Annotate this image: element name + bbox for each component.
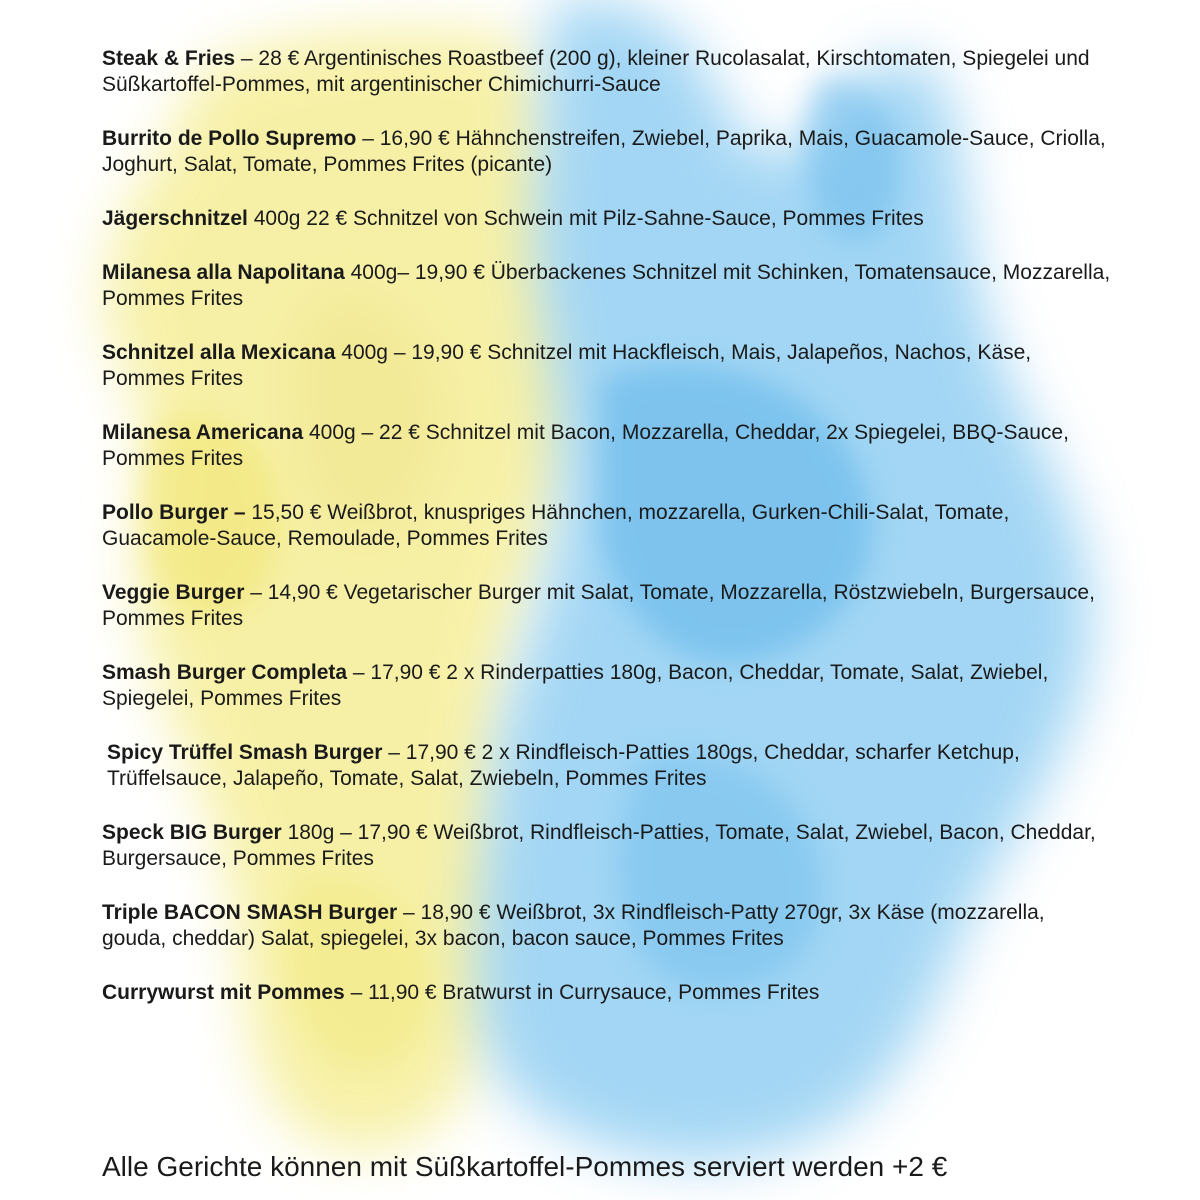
- menu-item: [102, 500, 1112, 552]
- menu-item-name: Speck BIG Burger: [102, 821, 282, 844]
- menu-item-details: 400g– 19,90 € Überbackenes Schnitzel mit Schinken, Tomatensauce, Mozzarella, Pommes Frites: [102, 261, 1111, 310]
- menu-item-details: 180g – 17,90 € Weißbrot, Rindfleisch-Patties, Tomate, Salat, Zwiebel, Bacon, Cheddar, Burgersauce, Pommes Frites: [102, 821, 1096, 870]
- menu-item-details: 400g – 22 € Schnitzel mit Bacon, Mozzarella, Cheddar, 2x Spiegelei, BBQ-Sauce, Pommes Frites: [102, 421, 1069, 470]
- menu-item: [102, 980, 1112, 1006]
- menu-item-details: – 11,90 € Bratwurst in Currysauce, Pommes Frites: [344, 981, 820, 1004]
- menu-item: [102, 340, 1112, 392]
- menu-item-details: – 14,90 € Vegetarischer Burger mit Salat, Tomate, Mozzarella, Röstzwiebeln, Burgersauce, Pommes Frites: [102, 581, 1095, 630]
- menu-item-name: Triple BACON SMASH Burger: [102, 901, 398, 924]
- menu-item-name: Milanesa Americana: [102, 421, 304, 444]
- menu-item: [102, 260, 1112, 312]
- menu-item: [102, 206, 1112, 232]
- menu-item-name: Currywurst mit Pommes: [102, 981, 345, 1004]
- menu-item-details: – 18,90 € Weißbrot, 3x Rindfleisch-Patty 270gr, 3x Käse (mozzarella, gouda, cheddar) Salat, spiegelei, 3x bacon, bacon sauce, Pommes Frites: [102, 901, 1045, 950]
- menu-item: [102, 46, 1112, 98]
- menu-item-details: – 28 € Argentinisches Roastbeef (200 g), kleiner Rucolasalat, Kirschtomaten, Spiegelei und Süßkartoffel-Pommes, mit argentinischer Chimichurri-Sauce: [102, 47, 1090, 96]
- footer-note: Alle Gerichte können mit Süßkartoffel-Pommes serviert werden +2 €: [102, 1151, 948, 1182]
- menu-item-name: Smash Burger Completa: [102, 661, 348, 684]
- menu-list: [102, 46, 1112, 1034]
- menu-item-name: Pollo Burger –: [102, 501, 246, 524]
- menu-item-name: Burrito de Pollo Supremo: [102, 127, 357, 150]
- menu-item-name: Steak & Fries: [102, 47, 236, 70]
- menu-item-details: – 16,90 € Hähnchenstreifen, Zwiebel, Paprika, Mais, Guacamole-Sauce, Criolla, Joghurt, Salat, Tomate, Pommes Frites (picante): [102, 127, 1106, 176]
- menu-item-name: Milanesa alla Napolitana: [102, 261, 345, 284]
- menu-item-details: – 17,90 € 2 x Rindfleisch-Patties 180gs, Cheddar, scharfer Ketchup, Trüffelsauce, Jalapeño, Tomate, Salat, Zwiebeln, Pommes Frites: [107, 741, 1020, 790]
- menu-item-details: 400g – 19,90 € Schnitzel mit Hackfleisch, Mais, Jalapeños, Nachos, Käse, Pommes Frites: [102, 341, 1032, 390]
- menu-item-details: 15,50 € Weißbrot, knuspriges Hähnchen, mozzarella, Gurken-Chili-Salat, Tomate, Guacamole-Sauce, Remoulade, Pommes Frites: [102, 501, 1010, 550]
- menu-item: [102, 126, 1112, 178]
- menu-item: [102, 580, 1112, 632]
- menu-item: [102, 900, 1112, 952]
- menu-item: [102, 420, 1112, 472]
- menu-item-details: – 17,90 € 2 x Rinderpatties 180g, Bacon, Cheddar, Tomate, Salat, Zwiebel, Spiegelei, Pommes Frites: [102, 661, 1049, 710]
- menu-item: [102, 660, 1112, 712]
- menu-item: [102, 740, 1112, 792]
- menu-item: [102, 820, 1112, 872]
- menu-item-name: Jägerschnitzel: [102, 207, 248, 230]
- menu-item-name: Spicy Trüffel Smash Burger: [107, 741, 383, 764]
- menu-item-name: Schnitzel alla Mexicana: [102, 341, 336, 364]
- menu-item-details: 400g 22 € Schnitzel von Schwein mit Pilz-Sahne-Sauce, Pommes Frites: [247, 207, 924, 230]
- menu-item-name: Veggie Burger: [102, 581, 245, 604]
